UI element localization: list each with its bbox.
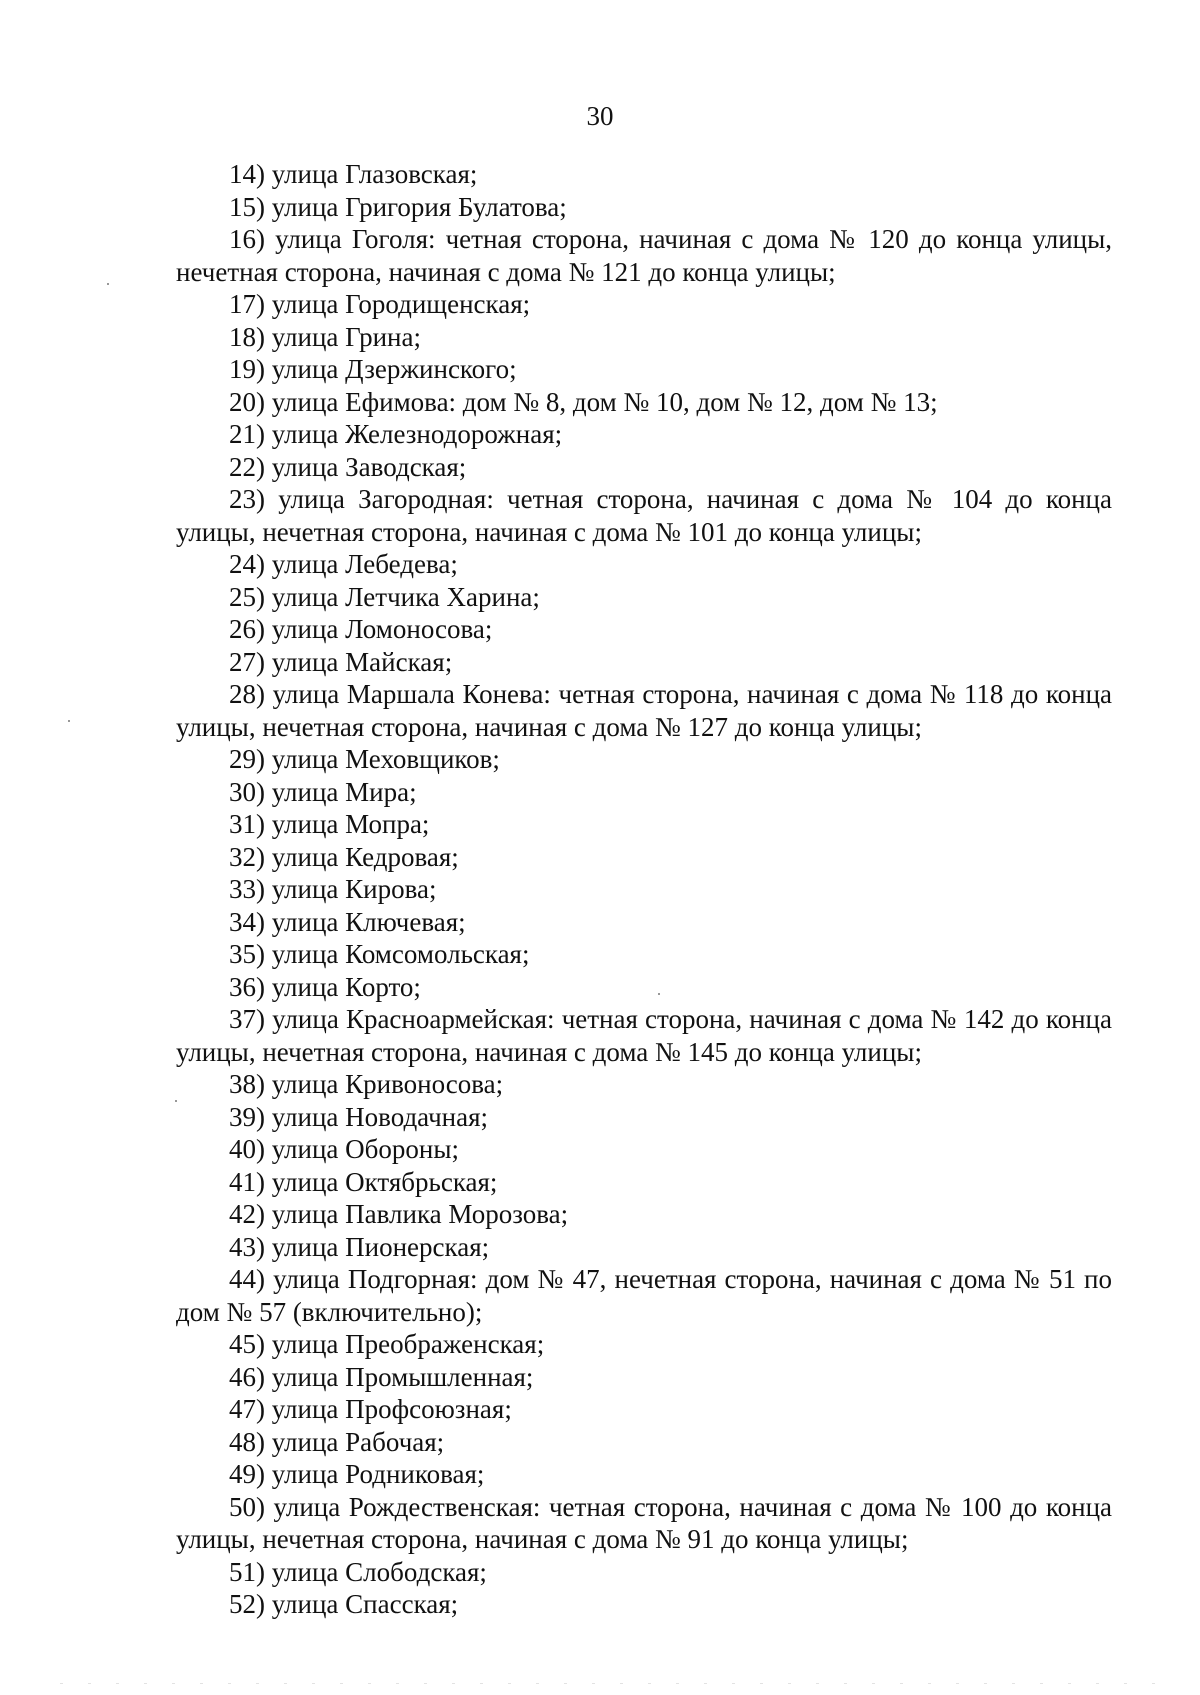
list-item: 34) улица Ключевая; <box>229 906 466 937</box>
scan-speck <box>658 993 660 995</box>
list-item: 17) улица Городищенская; <box>229 289 531 319</box>
list-item: 15) улица Григория Булатова; <box>229 191 567 222</box>
list-item: 14) улица Глазовская; <box>229 159 478 189</box>
list-item: 46) улица Промышленная; <box>229 1361 534 1392</box>
list-item: 38) улица Кривоносова; <box>229 1069 504 1099</box>
scan-speck <box>175 1100 177 1102</box>
list-item: 36) улица Корто; <box>229 971 421 1002</box>
list-item: 29) улица Меховщиков; <box>229 744 500 774</box>
scan-edge-noise <box>60 1683 1160 1684</box>
list-item: 50) улица Рождественская: четная сторона, начиная с дома № 100 до конца улицы, нечетная сторона, начиная с дома № 91 до конца улицы; <box>176 1491 1112 1554</box>
list-item: 18) улица Грина; <box>229 321 421 352</box>
scan-speck <box>107 283 109 285</box>
list-item: 23) улица Загородная: четная сторона, начиная с дома № 104 до конца улицы, нечетная сторона, начиная с дома № 101 до конца улицы; <box>176 484 1112 547</box>
list-item: 19) улица Дзержинского; <box>229 354 517 384</box>
list-item: 24) улица Лебедева; <box>229 549 458 579</box>
list-item: 45) улица Преображенская; <box>229 1329 545 1359</box>
list-item: 42) улица Павлика Морозова; <box>229 1199 569 1229</box>
list-item: 41) улица Октябрьская; <box>229 1166 498 1197</box>
list-item: 20) улица Ефимова: дом № 8, дом № 10, дом № 12, дом № 13; <box>229 386 938 417</box>
page-number: 30 <box>586 101 614 131</box>
list-item: 37) улица Красноармейская: четная сторона, начиная с дома № 142 до конца улицы, нечетная сторона, начиная с дома № 145 до конца улицы; <box>176 1004 1112 1067</box>
list-item: 49) улица Родниковая; <box>229 1459 485 1489</box>
list-item: 21) улица Железнодорожная; <box>229 419 563 449</box>
list-item: 52) улица Спасская; <box>229 1589 459 1619</box>
list-item: 16) улица Гоголя: четная сторона, начиная с дома № 120 до конца улицы, нечетная сторона, начиная с дома № 121 до конца улицы; <box>176 224 1112 287</box>
list-item: 43) улица Пионерская; <box>229 1231 490 1262</box>
list-item: 33) улица Кирова; <box>229 874 437 904</box>
list-item: 35) улица Комсомольская; <box>229 939 530 969</box>
street-list <box>176 158 1112 1621</box>
list-item: 30) улица Мира; <box>229 776 417 807</box>
list-item: 39) улица Новодачная; <box>229 1101 489 1132</box>
list-item: 22) улица Заводская; <box>229 451 467 482</box>
list-item: 40) улица Обороны; <box>229 1134 459 1164</box>
list-item: 28) улица Маршала Конева: четная сторона, начиная с дома № 118 до конца улицы, нечетная сторона, начиная с дома № 127 до конца улицы; <box>176 679 1112 742</box>
list-item: 51) улица Слободская; <box>229 1556 487 1587</box>
list-item: 48) улица Рабочая; <box>229 1426 445 1457</box>
list-item: 44) улица Подгорная: дом № 47, нечетная сторона, начиная с дома № 51 по дом № 57 (включительно); <box>176 1264 1112 1327</box>
list-item: 47) улица Профсоюзная; <box>229 1394 512 1424</box>
list-item: 26) улица Ломоносова; <box>229 614 493 644</box>
list-item: 32) улица Кедровая; <box>229 841 459 872</box>
list-item: 31) улица Мопра; <box>229 809 430 839</box>
list-item: 27) улица Майская; <box>229 646 453 677</box>
list-item: 25) улица Летчика Харина; <box>229 581 540 612</box>
scan-speck <box>68 720 70 722</box>
